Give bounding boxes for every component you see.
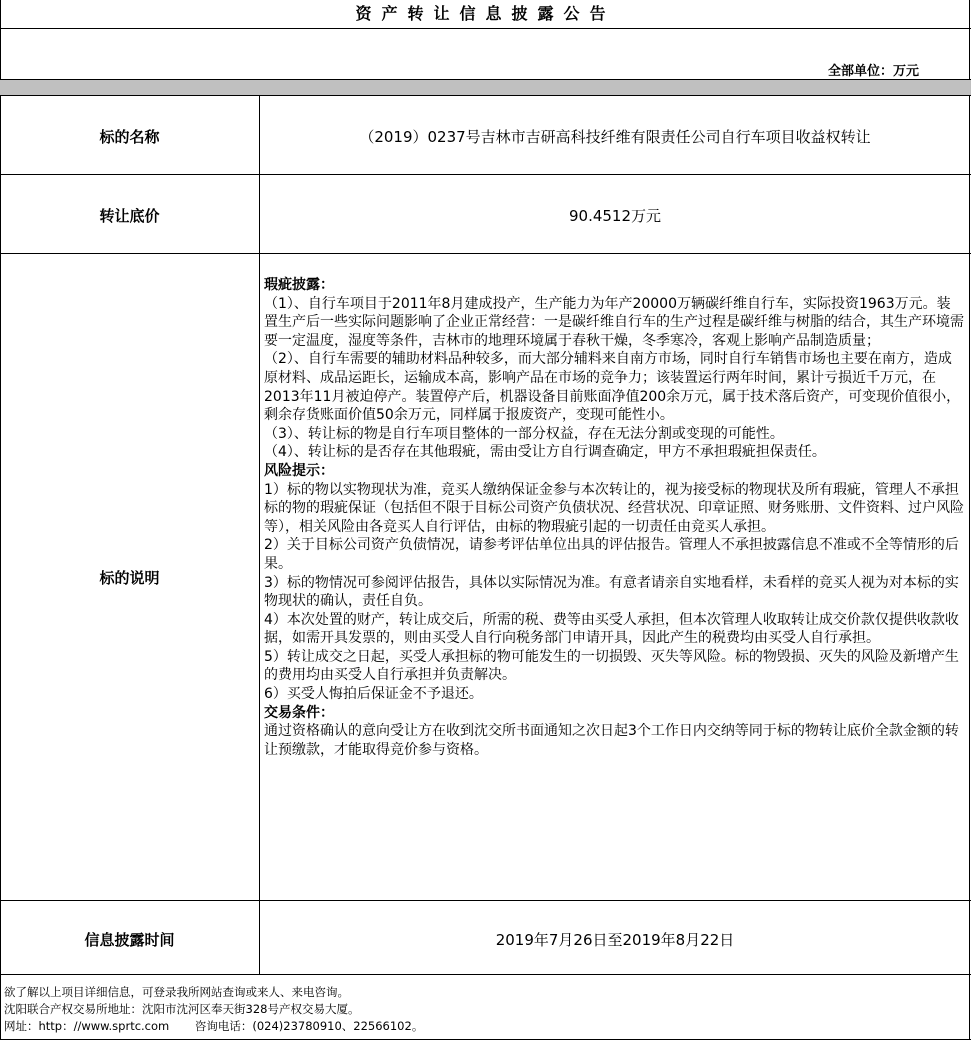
header-band <box>0 79 971 96</box>
unit-note: 全部单位：万元 <box>827 64 919 79</box>
row-divider <box>0 974 971 975</box>
section-defects-heading: 瑕疵披露： <box>264 277 334 293</box>
risk-item: 4）本次处置的财产，转让成交后，所需的税、费等由买受人承担，但本次管理人收取转让成交价款仅提供收款收据，如需开具发票的，则由买受人自行向税务部门申请开具，因此产生的税费均由买受人自行承担。 <box>264 611 959 647</box>
row-divider <box>0 900 971 901</box>
risk-item: 6）买受人悔拍后保证金不予退还。 <box>264 686 483 703</box>
risk-item: 3）标的物情况可参阅评估报告，具体以实际情况为准。有意者请亲自实地看样，未看样的竞买人视为对本标的实物现状的确认，责任自负。 <box>264 574 959 610</box>
footer-line: 网址：http：//www.sprtc.com 咨询电话：(024)23780910、22566102。 <box>4 1019 424 1033</box>
terms-item: 通过资格确认的意向受让方在收到沈交所书面通知之次日起3个工作日内交纳等同于标的物转让底价全款金额的转让预缴款，才能取得竞价参与资格。 <box>264 723 959 758</box>
page-title: 资产转让信息披露公告 <box>355 4 616 23</box>
footer-line: 沈阳联合产权交易所地址：沈阳市沈河区奉天街328号产权交易大厦。 <box>4 1002 360 1016</box>
label-desc: 标的说明 <box>99 569 160 587</box>
description-text <box>264 276 964 759</box>
label-price: 转让底价 <box>99 207 160 225</box>
value-name: （2019）0237号吉林市吉研高科技纤维有限责任公司自行车项目收益权转让 <box>359 128 871 146</box>
risk-item: 5）转让成交之日起，买受人承担标的物可能发生的一切损毁、灭失等风险。标的物毁损、灭失的风险及新增产生的费用均由买受人自行承担并负责解决。 <box>264 648 959 684</box>
defect-item: （4）、转让标的是否存在其他瑕疵，需由受让方自行调查确定，甲方不承担瑕疵担保责任。 <box>264 444 826 461</box>
footer-line: 欲了解以上项目详细信息，可登录我所网站查询或来人、来电咨询。 <box>4 985 349 999</box>
defect-item: （3）、转让标的物是自行车项目整体的一部分权益，存在无法分割或变现的可能性。 <box>264 425 784 442</box>
label-time: 信息披露时间 <box>84 931 175 949</box>
value-price: 90.4512万元 <box>568 207 662 225</box>
label-name: 标的名称 <box>99 128 160 146</box>
row-divider <box>0 174 971 175</box>
bottom-border <box>0 1039 971 1040</box>
section-terms-heading: 交易条件： <box>264 704 334 721</box>
footer <box>4 984 423 1035</box>
value-time: 2019年7月26日至2019年8月22日 <box>495 931 735 949</box>
risk-item: 2）关于目标公司资产负债情况，请参考评估单位出具的评估报告。管理人不承担披露信息不准或不全等情形的后果。 <box>264 537 959 572</box>
column-divider <box>259 96 260 974</box>
row-divider <box>0 253 971 254</box>
risk-item: 1）标的物以实物现状为准，竞买人缴纳保证金参与本次转让的，视为接受标的物现状及所有瑕疵，管理人不承担标的物的瑕疵保证（包括但不限于目标公司资产负债状况、经营状况、印章证照、财务账册、文件资料、过户风险等），相关风险由各竞买人自行评估，由标的物瑕疵引起的一切责任由竞买人承担。 <box>264 481 964 535</box>
defect-item: （1）、自行车项目于2011年8月建成投产，生产能力为年产20000万辆碳纤维自行车，实际投资1963万元。装置生产后一些实际问题影响了企业正常经营：一是碳纤维自行车的生产过程是碳纤维与树脂的结合，其生产环境需要一定温度，湿度等条件，吉林市的地理环境属于春秋干燥，冬季寒冷，客观上影响产品制造质量； <box>264 295 964 349</box>
defect-item: （2）、自行车需要的辅助材料品种较多，而大部分辅料来自南方市场，同时自行车销售市场也主要在南方，造成原材料、成品运距长，运输成本高，影响产品在市场的竞争力；该装置运行两年时间，累计亏损近千万元，在2013年11月被迫停产。装置停产后，机器设备目前账面净值200余万元，属于技术落后资产，可变现价值很小，剩余存货账面价值50余万元，同样属于报废资产，变现可能性小。 <box>264 351 961 424</box>
section-risk-heading: 风险提示： <box>264 462 334 479</box>
divider <box>0 28 971 29</box>
